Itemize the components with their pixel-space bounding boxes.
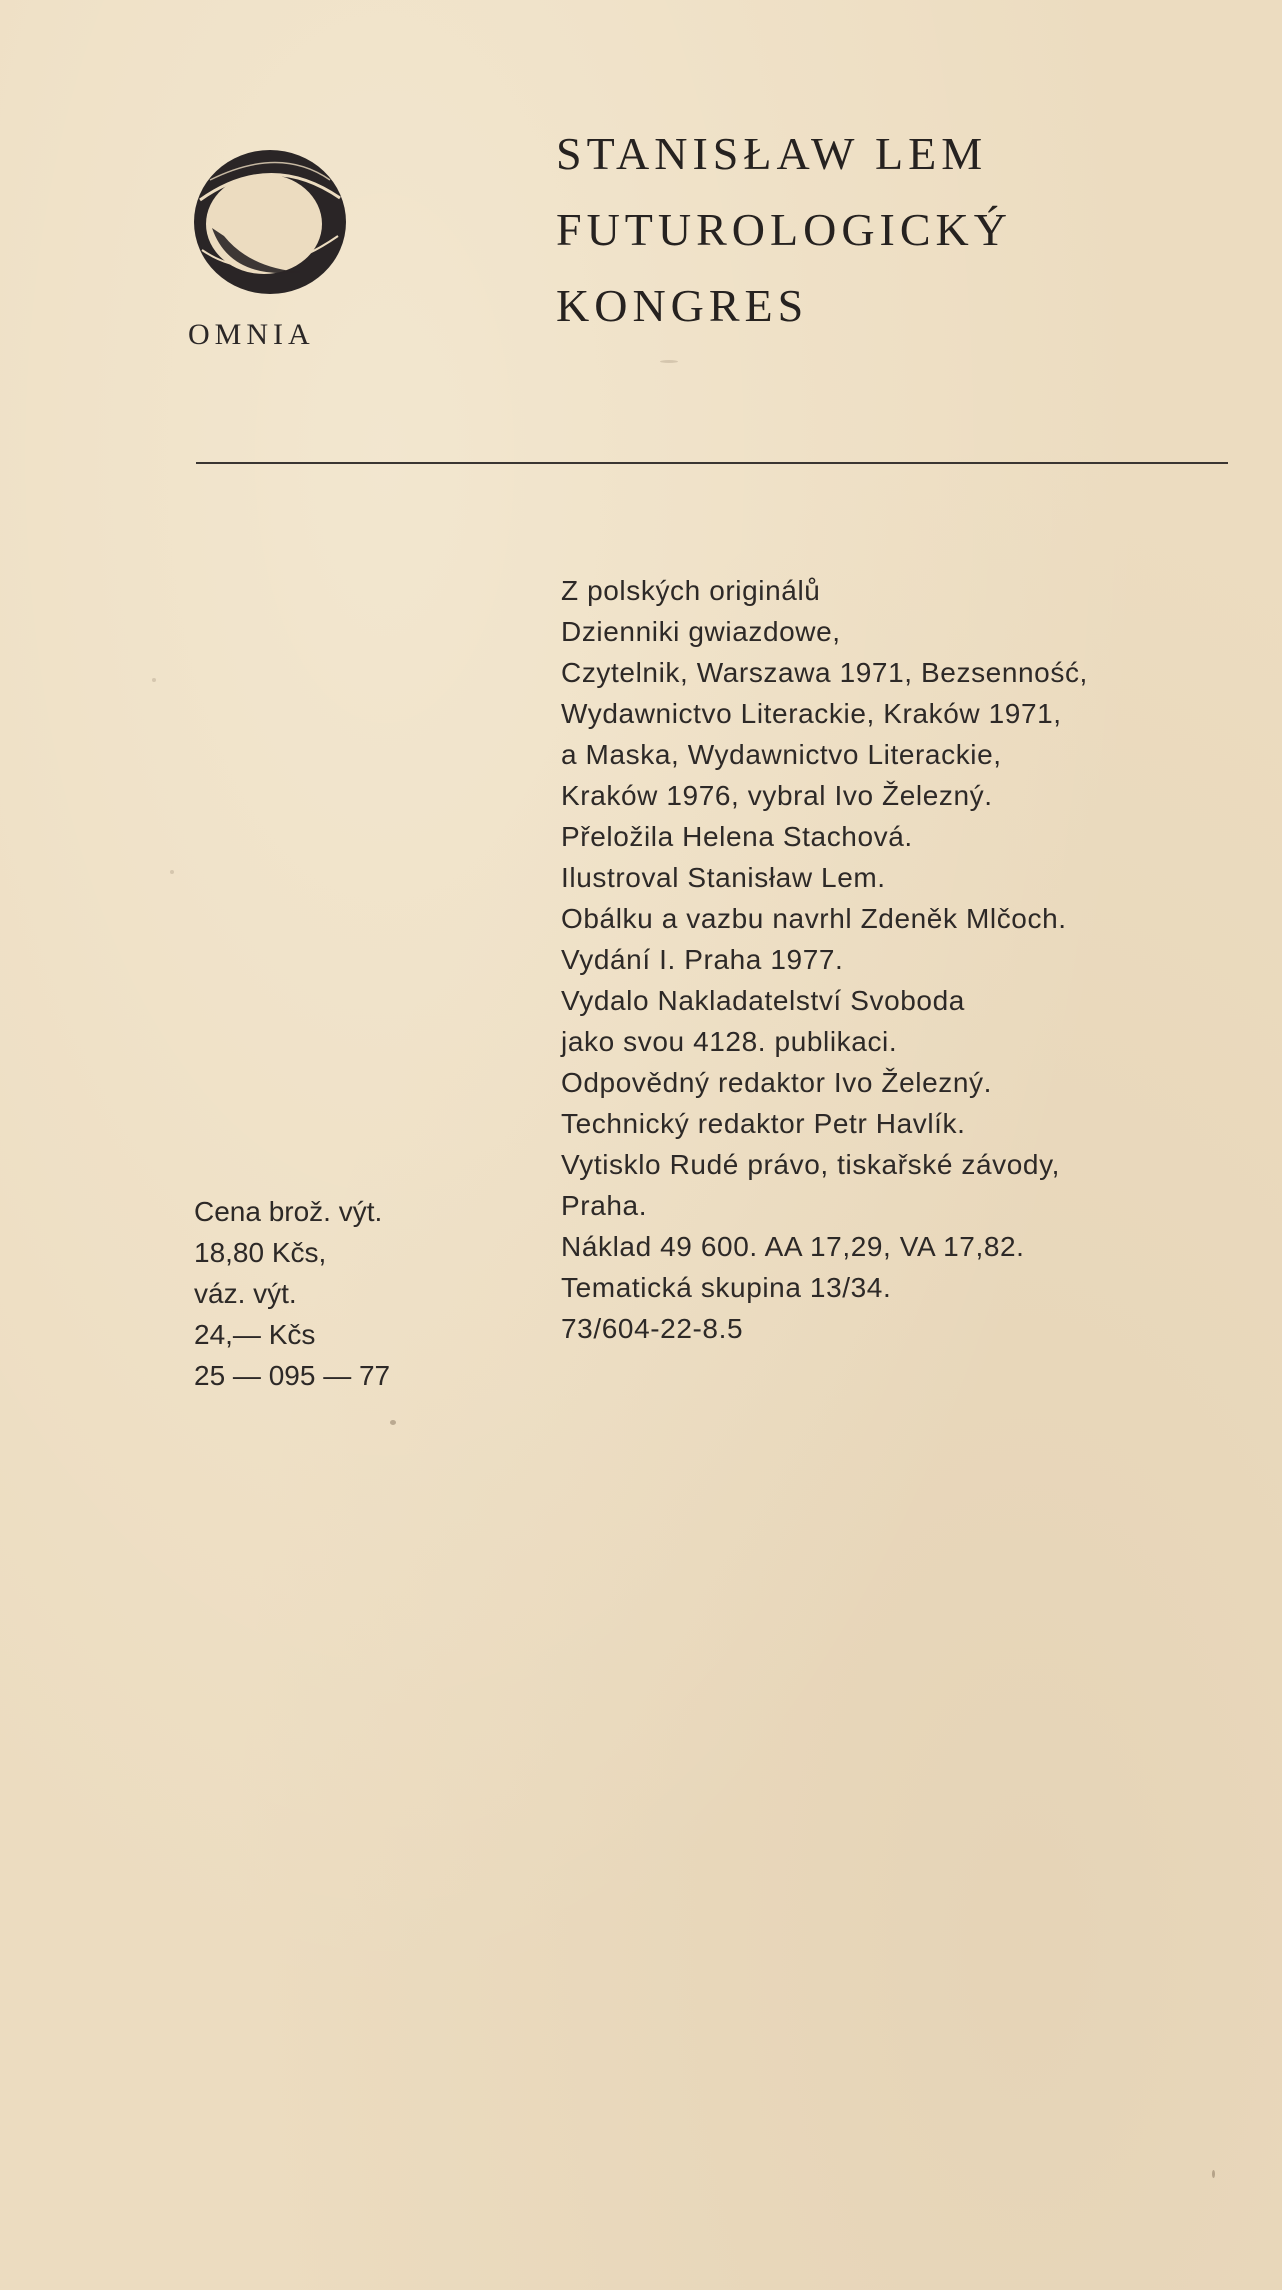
paper-speck [170,870,174,874]
book-title-block [556,126,1012,334]
book-title-line-1: FUTUROLOGICKÝ [556,204,1012,255]
colophon-line: Ilustroval Stanisław Lem. [561,862,886,893]
paper-speck [660,360,678,363]
colophon-line: Dzienniki gwiazdowe, [561,616,841,647]
divider-rule [196,462,1228,464]
price-block [194,1191,390,1396]
colophon-line: 73/604-22-8.5 [561,1313,744,1344]
price-line: 24,— Kčs [194,1319,316,1350]
paper-speck [1212,2170,1215,2178]
colophon-text [561,570,1088,1349]
colophon-line: Wydawnictvo Literackie, Kraków 1971, [561,698,1062,729]
omnia-ring-logo-icon [190,140,350,300]
publisher-name: OMNIA [188,318,315,351]
colophon-line: Tematická skupina 13/34. [561,1272,892,1303]
colophon-line: Praha. [561,1190,648,1221]
colophon-line: Vydání I. Praha 1977. [561,944,844,975]
colophon-line: Z polských originálů [561,575,821,606]
colophon-line: Kraków 1976, vybral Ivo Železný. [561,780,993,811]
colophon-line: Vydalo Nakladatelství Svoboda [561,985,965,1016]
colophon-line: Odpovědný redaktor Ivo Železný. [561,1067,993,1098]
paper-speck [152,678,156,682]
price-line: 18,80 Kčs, [194,1237,327,1268]
colophon-line: Czytelnik, Warszawa 1971, Bezsenność, [561,657,1088,688]
colophon-line: Obálku a vazbu navrhl Zdeněk Mlčoch. [561,903,1067,934]
colophon-line: Vytisklo Rudé právo, tiskařské závody, [561,1149,1060,1180]
colophon-line: a Maska, Wydawnictvo Literackie, [561,739,1002,770]
colophon-line: jako svou 4128. publikaci. [561,1026,898,1057]
price-line: 25 — 095 — 77 [194,1360,391,1391]
colophon-line: Přeložila Helena Stachová. [561,821,913,852]
book-title-line-2: KONGRES [556,280,809,331]
price-line: váz. výt. [194,1278,297,1309]
paper-speck [390,1420,396,1425]
price-line: Cena brož. výt. [194,1196,383,1227]
colophon-line: Technický redaktor Petr Havlík. [561,1108,966,1139]
author-name: STANISŁAW LEM [556,128,988,179]
colophon-line: Náklad 49 600. AA 17,29, VA 17,82. [561,1231,1025,1262]
